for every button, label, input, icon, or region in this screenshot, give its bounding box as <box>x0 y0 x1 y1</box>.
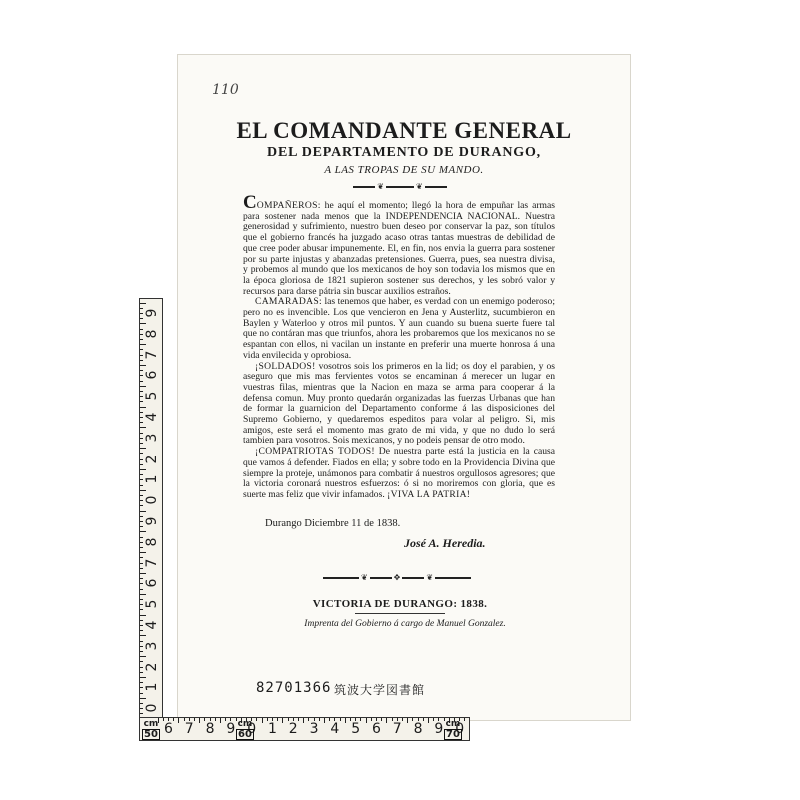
ruler-tick <box>397 718 398 721</box>
ruler-tick <box>140 526 143 527</box>
ruler-tick <box>140 490 146 491</box>
ruler-tick <box>140 344 146 345</box>
ruler-tick <box>324 718 325 723</box>
ruler-cm-mark <box>444 719 465 740</box>
ruler-label: 0 <box>144 495 160 505</box>
ruler-tick <box>140 479 143 480</box>
ruler-tick <box>334 718 335 721</box>
ruler-tick <box>423 718 424 721</box>
ruler-label: 8 <box>413 721 423 737</box>
paragraph-companeros: COMPAÑEROS: he aquí el momento; llegó la hora de empuñar las armas para sostener nada menos que la INDEPENDENCIA NACIONAL. Nuestra generosidad y sufrimiento, nuestro buen deseo por conservar la paz, son títulos que el gobierno francés ha juzgado acaso otras tantas muestras de debilidad de que cree poder abusar impunemente. El, en fin, nos envia la guerra para sostener por su parte injustas y abanzadas pretensiones. Guerra, pues, sea nuestra divisa, y probemos al mundo que los mexicanos de hoy son todavia los mismos que en la época gloriosa de 1821 supieron sostener sus derechos, y les sobró valor y recursos para darse pátria sin buscar auxilios estraños. <box>243 192 555 297</box>
ruler-tick <box>350 718 351 721</box>
ruler-tick <box>140 339 143 340</box>
ruler-tick <box>329 718 330 721</box>
ruler-tick <box>140 573 146 574</box>
ruler-label: 8 <box>144 537 160 547</box>
ruler-tick <box>140 355 143 356</box>
ruler-tick <box>140 511 146 512</box>
ruler-tick <box>140 464 143 465</box>
ruler-tick <box>140 604 143 605</box>
ruler-label: 7 <box>144 350 160 360</box>
ruler-tick <box>140 469 146 470</box>
ruler-tick <box>140 620 143 621</box>
ruler-tick <box>140 433 143 434</box>
ruler-tick <box>140 516 143 517</box>
ruler-tick <box>140 329 143 330</box>
ruler-tick <box>140 615 146 616</box>
ruler-tick <box>140 594 146 595</box>
document-subtitle: DEL DEPARTAMENTO DE DURANGO, <box>267 145 541 160</box>
ruler-tick <box>293 718 294 721</box>
ruler-tick <box>412 718 413 721</box>
ruler-tick <box>140 453 143 454</box>
proclamation-body <box>243 192 555 501</box>
ruler-tick <box>340 718 341 721</box>
ruler-tick <box>140 401 143 402</box>
ruler-tick <box>140 412 143 413</box>
ruler-tick <box>140 568 143 569</box>
ruler-tick <box>140 542 143 543</box>
paragraph-compatriotas: ¡COMPATRIOTAS TODOS! De nuestra parte está la justicia en la causa que vamos á defender. Fiados en ella; y sobre todo en la Providencia Divina que siempre la proteje, unámonos para combatir á nuestros orgullosos agresores; que la victoria coronará nuestros esfuerzos: ó si no moriremos con gloria, que es suerte mas feliz que vivir infamados. ¡VIVA LA PATRIA! <box>243 446 555 500</box>
ruler-tick <box>140 713 143 714</box>
ruler-tick <box>140 303 146 304</box>
ruler-tick <box>140 349 143 350</box>
ruler-tick <box>140 667 143 668</box>
ruler-tick <box>140 323 146 324</box>
header-ornament: ❦ ❦ <box>330 182 470 191</box>
ruler-cm-number: 50 <box>144 729 158 740</box>
ruler-tick <box>140 693 143 694</box>
ruler-tick <box>140 672 143 673</box>
ruler-label: 7 <box>392 721 402 737</box>
ruler-tick <box>277 718 278 721</box>
ruler-tick <box>345 718 346 723</box>
ruler-tick <box>381 718 382 721</box>
document-addressee: A LAS TROPAS DE SU MANDO. <box>324 164 484 176</box>
ruler-tick <box>225 718 226 721</box>
ruler-label: 9 <box>144 308 160 318</box>
ruler-label: 4 <box>144 620 160 630</box>
ruler-label: 1 <box>144 682 160 692</box>
ruler-tick <box>140 448 146 449</box>
ruler-tick <box>140 427 146 428</box>
ruler-tick <box>140 386 146 387</box>
ruler-cm-number: 60 <box>238 729 252 740</box>
ruler-tick <box>464 718 465 721</box>
ruler-tick <box>140 370 143 371</box>
ruler-tick <box>376 718 377 721</box>
ruler-tick <box>407 718 408 723</box>
ruler-label: 2 <box>144 454 160 464</box>
drop-cap: C <box>243 192 257 213</box>
ruler-tick <box>428 718 429 723</box>
ruler-tick <box>140 521 143 522</box>
ruler-tick <box>140 682 143 683</box>
ruler-tick <box>267 718 268 721</box>
ruler-tick <box>140 677 146 678</box>
ruler-tick <box>184 718 185 721</box>
ruler-label: 5 <box>144 391 160 401</box>
ruler-label: 8 <box>205 721 215 737</box>
ruler-label: 4 <box>144 412 160 422</box>
paragraph-camaradas: CAMARADAS: las tenemos que haber, es verdad con un enemigo poderoso; pero no es invencible. Los que vencieron en Jena y Austerlitz, sucumbieron en Baylen y Waterloo y otros mil puntos. Y aun cuando su buena suerte fuere tal que no contáran mas que triunfos, ahora les probaremos que los mexicanos no se espantan con ellos, ni vacilan un instante en preferir una muerte honrosa á una vida envilecida y oprobiosa. <box>243 296 555 361</box>
ruler-cm-mark <box>142 720 160 740</box>
ruler-label: 2 <box>144 662 160 672</box>
ruler-tick <box>140 630 143 631</box>
ruler-tick <box>140 703 143 704</box>
ruler-tick <box>140 687 143 688</box>
ruler-tick <box>140 698 146 699</box>
footer-ornament: ❦ ✥ ❦ <box>312 573 482 582</box>
ruler-tick <box>194 718 195 721</box>
ruler-tick <box>140 391 143 392</box>
ruler-tick <box>140 381 143 382</box>
footer-title: VICTORIA DE DURANGO: 1838. <box>312 598 488 610</box>
ruler-tick <box>199 718 200 723</box>
ruler-tick <box>140 599 143 600</box>
ruler-label: 3 <box>144 433 160 443</box>
ruler-tick <box>308 718 309 721</box>
ruler-tick <box>140 308 143 309</box>
ruler-tick <box>204 718 205 721</box>
ruler-tick <box>140 318 143 319</box>
ruler-tick <box>140 531 146 532</box>
ruler-label: 1 <box>144 474 160 484</box>
ruler-label: 9 <box>144 516 160 526</box>
ruler-label: 6 <box>144 370 160 380</box>
ruler-tick <box>140 537 143 538</box>
ruler-tick <box>140 422 143 423</box>
ruler-tick <box>140 459 143 460</box>
document-title: EL COMANDANTE GENERAL <box>236 118 572 143</box>
ruler-tick <box>140 495 143 496</box>
ruler-tick <box>282 718 283 723</box>
ruler-unit-label: cm <box>143 719 159 729</box>
ruler-tick <box>140 552 146 553</box>
ruler-tick <box>140 547 143 548</box>
ruler-label: 7 <box>144 558 160 568</box>
ruler-tick <box>173 718 174 721</box>
ruler-tick <box>402 718 403 721</box>
horizontal-scale-ruler <box>139 717 470 741</box>
ruler-tick <box>140 407 146 408</box>
ruler-label: 9 <box>226 721 236 737</box>
ruler-label: 2 <box>288 721 298 737</box>
ruler-tick <box>140 651 143 652</box>
vertical-scale-ruler <box>139 298 163 720</box>
ruler-tick <box>168 718 169 721</box>
ruler-tick <box>140 500 143 501</box>
ruler-tick <box>360 718 361 721</box>
ruler-unit-label: cm <box>445 719 461 729</box>
ruler-label: 0 <box>247 721 257 737</box>
ruler-label: 9 <box>434 721 444 737</box>
ruler-label: 0 <box>455 721 465 737</box>
ruler-tick <box>272 718 273 721</box>
ruler-tick <box>178 718 179 723</box>
ruler-tick <box>256 718 257 721</box>
ruler-cm-mark <box>236 719 257 740</box>
ruler-tick <box>140 474 143 475</box>
ruler-tick <box>140 625 143 626</box>
ruler-tick <box>140 313 143 314</box>
ruler-tick <box>366 718 367 723</box>
printer-imprint: Imprenta del Gobierno á cargo de Manuel Gonzalez. <box>304 619 506 629</box>
ruler-tick <box>303 718 304 723</box>
call-number: 82701366 <box>256 680 332 696</box>
ruler-label: 6 <box>144 578 160 588</box>
ruler-tick <box>140 609 143 610</box>
ruler-tick <box>140 589 143 590</box>
ruler-tick <box>386 718 387 723</box>
ruler-tick <box>140 557 143 558</box>
ruler-tick <box>210 718 211 721</box>
ruler-label: 5 <box>144 599 160 609</box>
ruler-tick <box>140 438 143 439</box>
ruler-tick <box>262 718 263 723</box>
ruler-unit-label: cm <box>237 719 253 729</box>
ruler-label: 1 <box>268 721 277 737</box>
ruler-tick <box>220 718 221 723</box>
ruler-label: 6 <box>164 721 173 737</box>
ruler-tick <box>140 578 143 579</box>
ruler-tick <box>140 563 143 564</box>
library-stamp: 筑波大学図書館 <box>334 683 426 697</box>
dateline: Durango Diciembre 11 de 1838. <box>265 518 401 529</box>
paragraph-soldados: ¡SOLDADOS! vosotros sois los primeros en la lid; os doy el parabien, y os aseguro que mis mas fervientes votos se encaminan á merecer un lugar en vuestras filas, mientras que la Nacion en maza se arma para cooperar á la defensa comun. Muy pronto quedarán organizadas las fuerzas Urbanas que han de formar la guarnicion del Departamento conforme á las disposiciones del Supremo Gobierno, y quedaremos espeditos para volar al peligro. Si, mis amigos, este será el momento mas grato de mi vida, y que no dudo lo será tambien para vosotros. Sois mexicanos, y no podeis pensar de otro modo. <box>243 360 555 447</box>
ruler-tick <box>140 334 143 335</box>
ruler-tick <box>371 718 372 721</box>
ruler-tick <box>392 718 393 721</box>
ruler-tick <box>189 718 190 721</box>
ruler-label: 3 <box>144 641 160 651</box>
ruler-tick <box>140 656 146 657</box>
ruler-tick <box>140 375 143 376</box>
ruler-tick <box>319 718 320 721</box>
ruler-tick <box>140 635 146 636</box>
ruler-tick <box>140 360 143 361</box>
folio-number: 110 <box>212 82 239 98</box>
ruler-tick <box>438 718 439 721</box>
ruler-tick <box>230 718 231 721</box>
footer-rule <box>355 613 445 614</box>
ruler-tick <box>140 443 143 444</box>
signature: José A. Heredia. <box>404 536 486 550</box>
ruler-label: 6 <box>372 721 381 737</box>
ruler-tick <box>418 718 419 721</box>
ruler-tick <box>288 718 289 721</box>
ruler-tick <box>140 583 143 584</box>
ruler-tick <box>140 708 143 709</box>
ruler-tick <box>140 365 146 366</box>
ruler-tick <box>140 661 143 662</box>
ruler-tick <box>355 718 356 721</box>
ruler-label: 3 <box>309 721 319 737</box>
ruler-label: 8 <box>144 329 160 339</box>
ruler-tick <box>298 718 299 721</box>
ruler-label: 5 <box>351 721 361 737</box>
ruler-cm-number: 70 <box>446 729 460 740</box>
ruler-label: 0 <box>144 703 160 713</box>
ruler-label: 4 <box>330 721 340 737</box>
ruler-tick <box>140 485 143 486</box>
ruler-tick <box>140 646 143 647</box>
ruler-tick <box>140 396 143 397</box>
ruler-tick <box>163 718 164 721</box>
ruler-label: 7 <box>184 721 194 737</box>
ruler-tick <box>140 641 143 642</box>
ruler-tick <box>140 417 143 418</box>
ruler-tick <box>140 505 143 506</box>
ruler-tick <box>314 718 315 721</box>
ruler-tick <box>433 718 434 721</box>
ruler-tick <box>215 718 216 721</box>
